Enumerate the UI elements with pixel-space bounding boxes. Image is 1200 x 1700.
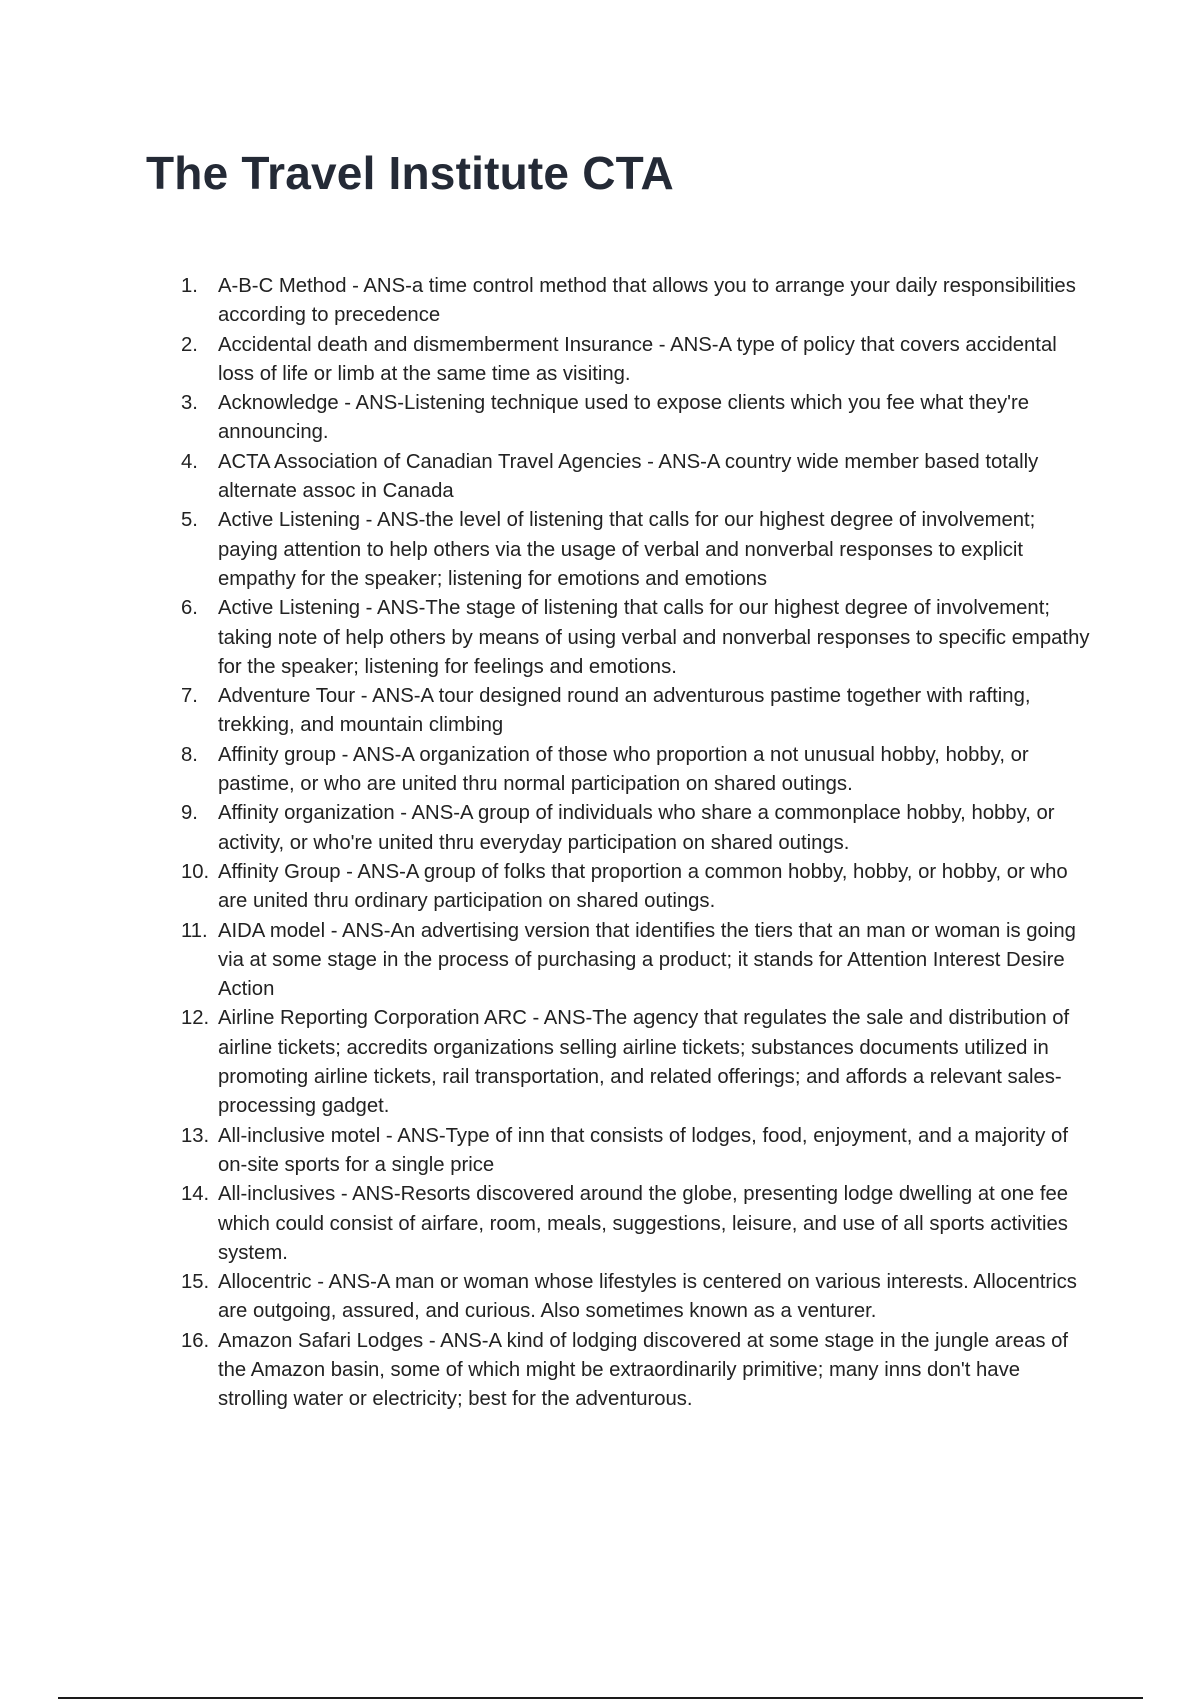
item-number: 4. [181, 450, 198, 473]
item-text: Affinity group - ANS-A organization of those who proportion a not unusual hobby, hobby, or pastime, or who are united thru normal participation on shared outings. [218, 743, 1029, 796]
list-item [181, 1327, 1090, 1415]
item-number: 6. [181, 597, 198, 620]
item-number: 1. [181, 275, 198, 297]
item-number: 5. [181, 509, 198, 532]
list-item [181, 506, 1090, 594]
list-item [181, 331, 1090, 390]
item-number: 16. [181, 1329, 210, 1352]
item-text: Accidental death and dismemberment Insurance - ANS-A type of policy that covers accidental loss of life or limb at the same time as visiting. [218, 333, 1057, 385]
list-item [181, 741, 1090, 800]
item-text: Acknowledge - ANS-Listening technique used to expose clients which you fee what they're announcing. [218, 392, 1030, 444]
item-number: 8. [181, 743, 198, 766]
item-text: A-B-C Method - ANS-a time control method that allows you to arrange your daily responsibilities according to precedence [218, 275, 1076, 327]
item-number: 14. [181, 1183, 210, 1206]
item-number: 15. [181, 1271, 210, 1294]
item-number: 2. [181, 333, 198, 356]
item-text: Affinity Group - ANS-A group of folks that proportion a common hobby, hobby, or hobby, or who are united thru ordinary participation on shared outings. [218, 860, 1068, 913]
list-item [181, 389, 1090, 448]
list-item [181, 1004, 1090, 1121]
item-text: Allocentric - ANS-A man or woman whose lifestyles is centered on various interests. Allocentrics are outgoing, assured, and curious. Also sometimes known as a venturer. [218, 1271, 1077, 1323]
list-item [181, 799, 1090, 858]
list-item [181, 858, 1090, 917]
item-number: 9. [181, 802, 198, 825]
item-text: Amazon Safari Lodges - ANS-A kind of lodging discovered at some stage in the jungle areas of the Amazon basin, some of which might be extraordinarily primitive; many inns don't have strolling water or electricity; best for the adventurous. [218, 1329, 1069, 1411]
item-number: 11. [181, 919, 208, 942]
list-item [181, 1180, 1090, 1268]
item-number: 13. [181, 1124, 210, 1147]
item-text: ACTA Association of Canadian Travel Agencies - ANS-A country wide member based totally alternate assoc in Canada [218, 450, 1039, 503]
list-item [181, 1122, 1090, 1181]
item-text: Active Listening - ANS-the level of listening that calls for our highest degree of involvement; paying attention to help others via the usage of verbal and nonverbal responses to explicit empathy for the speaker; listening for emotions and emotions [218, 509, 1036, 590]
item-text: Active Listening - ANS-The stage of listening that calls for our highest degree of involvement; taking note of help others by means of using verbal and nonverbal responses to specific empathy for the speaker; listening for feelings and emotions. [218, 597, 1090, 678]
term-list [181, 272, 1090, 1415]
list-item [181, 272, 1090, 331]
item-number: 10. [181, 860, 210, 883]
item-text: All-inclusive motel - ANS-Type of inn that consists of lodges, food, enjoyment, and a majority of on-site sports for a single price [218, 1124, 1068, 1176]
item-text: Affinity organization - ANS-A group of individuals who share a commonplace hobby, hobby, or activity, or who're united thru everyday participation on shared outings. [218, 802, 1055, 854]
item-number: 7. [181, 685, 198, 708]
page-bottom-rule [58, 1697, 1143, 1699]
list-item [181, 917, 1090, 1005]
page-title: The Travel Institute CTA [146, 147, 674, 199]
list-item [181, 448, 1090, 507]
item-text: AIDA model - ANS-An advertising version that identifies the tiers that an man or woman is going via at some stage in the process of purchasing a product; it stands for Attention Interest Desire Action [218, 919, 1076, 1001]
item-text: Airline Reporting Corporation ARC - ANS-The agency that regulates the sale and distribution of airline tickets; accredits organizations selling airline tickets; substances documents utilized in promoting airline tickets, rail transportation, and related offerings; and affords a relevant sales-processing gadget. [218, 1007, 1070, 1118]
list-item [181, 682, 1090, 741]
item-text: All-inclusives - ANS-Resorts discovered around the globe, presenting lodge dwelling at one fee which could consist of airfare, room, meals, suggestions, leisure, and use of all sports activities system. [218, 1183, 1069, 1264]
item-number: 3. [181, 392, 198, 415]
item-text: Adventure Tour - ANS-A tour designed round an adventurous pastime together with rafting, trekking, and mountain climbing [218, 685, 1031, 737]
list-item [181, 594, 1090, 682]
item-number: 12. [181, 1007, 210, 1030]
list-item [181, 1268, 1090, 1327]
